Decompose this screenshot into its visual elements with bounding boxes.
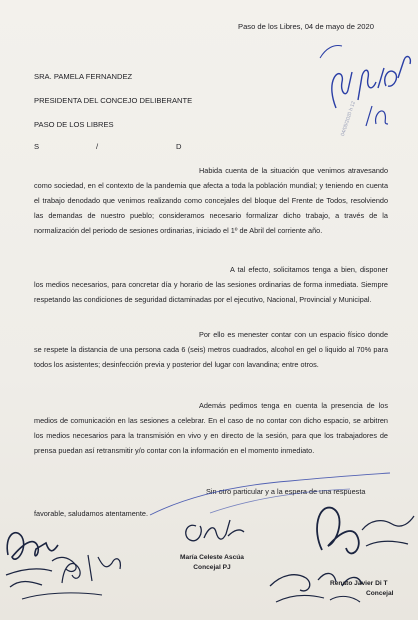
paragraph-4-text: Además pedimos tenga en cuenta la presencia de los medios de comunicación en las sesiones a celebrar. En el caso de no contar con dicho espacio, se arbitren los medios necesarios para la transmisión en vivo y en directo de la sesión, para que los trabajadores de prensa puedan así retransmitir y/o contar con la información en el momento inmediato. [34,401,388,455]
signature-2-name: Renato Javier Di T [330,580,388,587]
signature-2-role: Concejal [366,590,394,597]
salutation-d: D [176,142,182,151]
paragraph-3-text: Por ello es menester contar con un espacio físico donde se respete la distancia de una persona cada 6 (seis) metros cuadrados, alcohol en gel o liquido al 70% para todos los asistentes; desinfección previa y posterior del lugar con lavandina; entre otros. [34,330,388,369]
signature-1-role: Concejal PJ [193,564,231,571]
stamp-date: 04/05/2020 [340,111,354,137]
salutation-slash: / [96,142,99,151]
closing-line-1: Sin otro particular y a la espera de una respuesta [206,487,366,496]
signature-right-cluster [262,490,418,620]
closing-line-2: favorable, saludamos atentamente. [34,509,148,518]
paragraph-1-text: Habida cuenta de la situación que venimos atravesando como sociedad, en el contexto de la pandemia que afecta a toda la población mundial; y teniendo en cuenta el trabajo denodado que venimos realizando como concejales del bloque del Frente de Todos, resolviendo las demandas de nuestro pueblo; consideramos necesario formalizar dicho trabajo, a través de la normalización del periodo de sesiones ordinarias, iniciado el 1º de Abril del corriente año. [34,166,388,235]
signature-left-cluster [2,515,142,605]
salutation-s: S [34,142,40,151]
recipient-role: PRESIDENTA DEL CONCEJO DELIBERANTE [34,96,193,105]
place-date: Paso de los Libres, 04 de mayo de 2020 [238,22,374,31]
paragraph-3 [34,327,388,372]
signature-center [178,508,248,558]
receipt-stamp-handwriting [318,38,418,138]
stamp-time: h 12 [348,100,357,112]
recipient-name: SRA. PAMELA FERNANDEZ [34,72,133,81]
paragraph-1 [34,163,388,238]
recipient-city: PASO DE LOS LIBRES [34,120,114,129]
paragraph-4 [34,398,388,458]
paragraph-2 [34,262,388,307]
paragraph-2-text: A tal efecto, solicitamos tenga a bien, disponer los medios necesarios, para concretar día y horario de las sesiones ordinarias de forma inmediata. Siempre respetando las condiciones de seguridad dictaminadas por el ejecutivo, Nacional, Provincial y Municipal. [34,265,388,304]
signature-1-name: María Celeste Ascúa [180,554,244,561]
